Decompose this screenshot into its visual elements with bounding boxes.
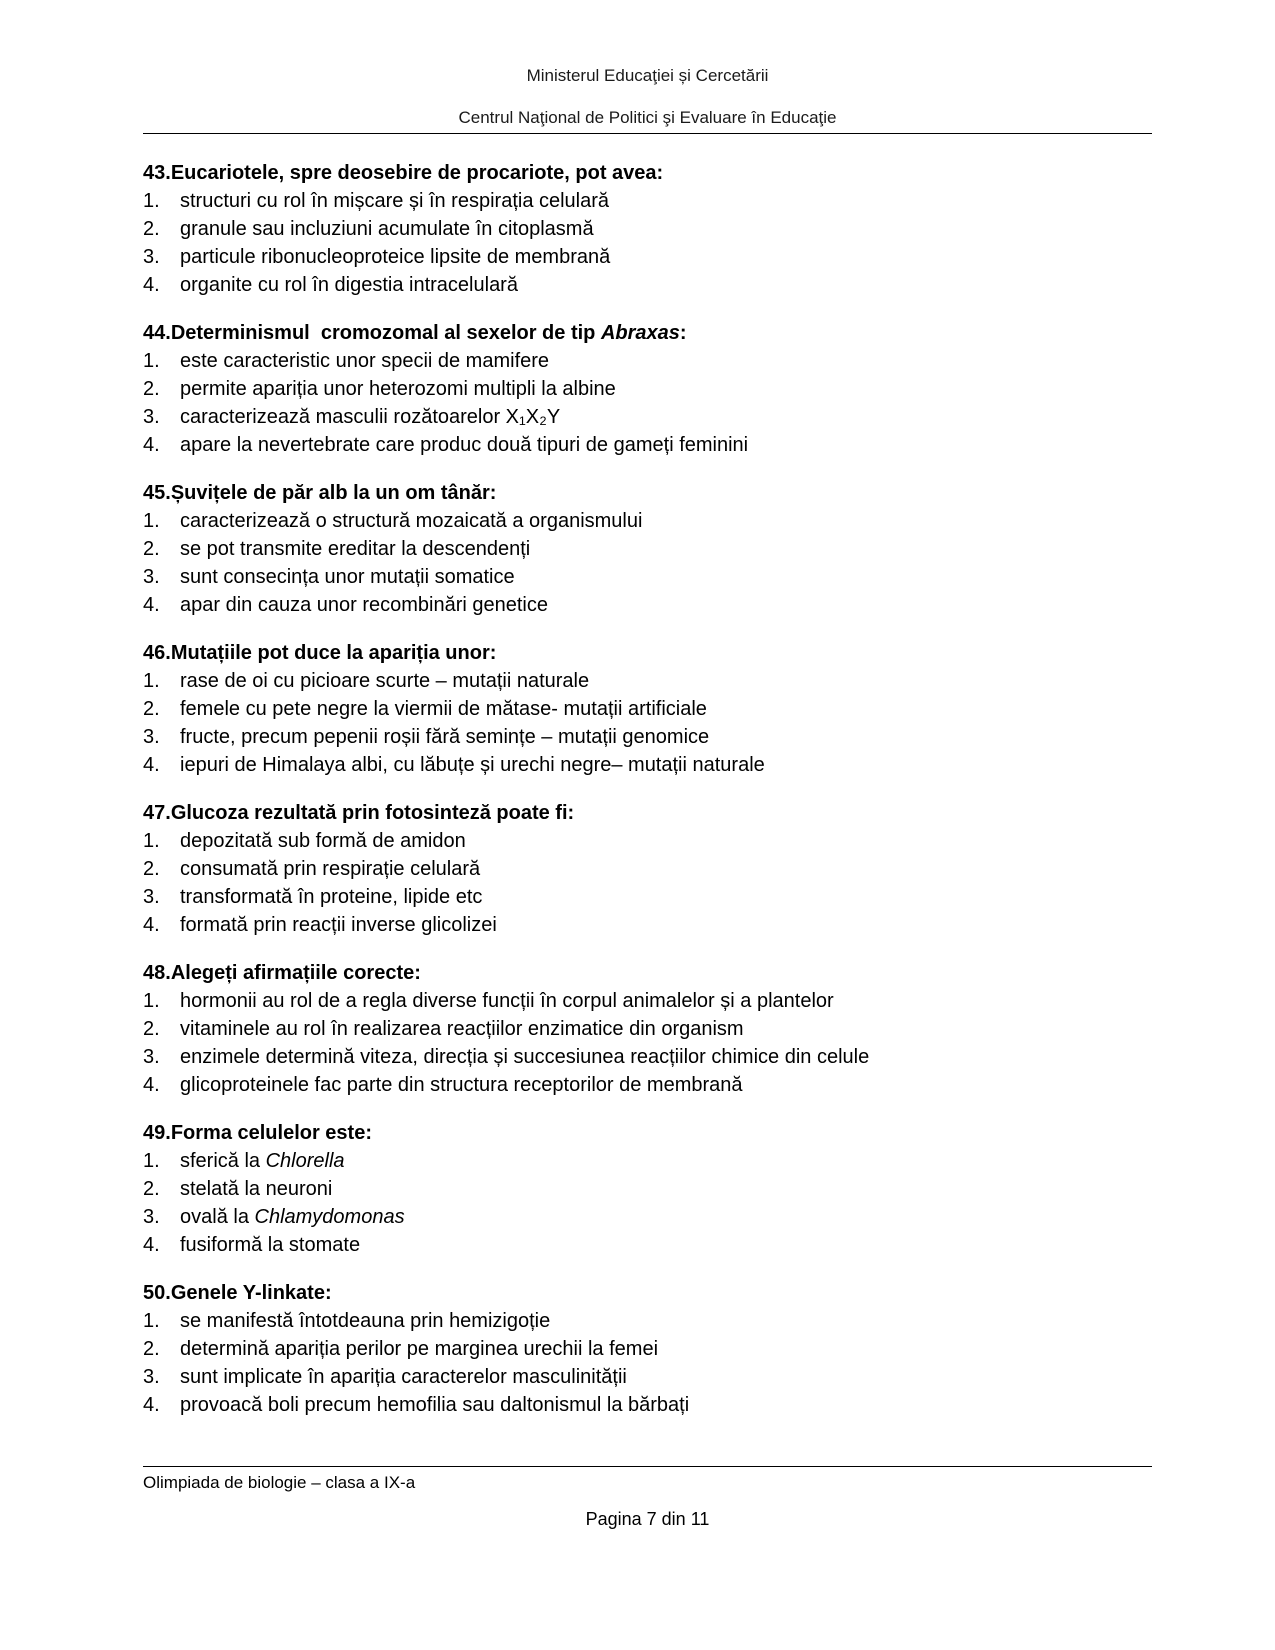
option-text [180,1363,1152,1391]
answer-option [143,1307,1152,1335]
option-text-main: consumată prin respirație celulară [180,858,481,880]
option-text [180,1015,1152,1043]
answer-option [143,271,1152,299]
option-text-main: vitaminele au rol în realizarea reacțiilor enzimatice din organism [180,1018,744,1040]
option-text-main: hormonii au rol de a regla diverse funcții în corpul animalelor și a plantelor [180,990,834,1012]
option-text-main: caracterizează o structură mozaicată a organismului [180,510,643,532]
question-title-main: Mutațiile pot duce la apariția unor: [170,642,497,664]
option-number: 4. [143,594,160,616]
option-text-main: caracterizează masculii rozătoarelor X₁X₂Y [180,406,561,428]
answer-option [143,855,1152,883]
option-text [180,1203,1152,1231]
question-title-main: Forma celulelor este: [170,1122,372,1144]
option-text [180,695,1152,723]
question-title-text [171,642,497,664]
option-text [180,1071,1152,1099]
option-number: 3. [143,246,160,268]
question-title-text [171,1122,372,1144]
question-title-main: Șuvițele de păr alb la un om tânăr: [170,482,497,504]
question-number: 49. [143,1122,171,1144]
option-text [180,187,1152,215]
option-number: 4. [143,434,160,456]
question-title-main: Glucoza rezultată prin fotosinteză poate fi: [170,802,575,824]
option-text [180,271,1152,299]
option-text-main: sunt consecința unor mutații somatice [180,566,515,588]
question-title-text [171,482,497,504]
option-number: 3. [143,726,160,748]
option-number: 2. [143,1178,160,1200]
option-text [180,1043,1152,1071]
question-number: 47. [143,802,171,824]
option-text [180,215,1152,243]
question-number: 50. [143,1282,171,1304]
option-text-main: apare la nevertebrate care produc două tipuri de gameți feminini [180,434,749,456]
answer-option [143,1071,1152,1099]
option-number: 4. [143,754,160,776]
option-text-main: enzimele determină viteza, direcția și succesiunea reacțiilor chimice din celule [180,1046,870,1068]
option-text-main: fusiformă la stomate [180,1234,361,1256]
option-text-main: granule sau incluziuni acumulate în citoplasmă [180,218,594,240]
option-number: 4. [143,1234,160,1256]
option-number: 3. [143,886,160,908]
option-number: 2. [143,1018,160,1040]
option-text [180,403,1152,431]
answer-option [143,883,1152,911]
option-number: 1. [143,1150,160,1172]
option-text-main: depozitată sub formă de amidon [180,830,466,852]
question-block [143,1279,1152,1419]
option-text-main: glicoproteinele fac parte din structura receptorilor de membrană [180,1074,743,1096]
question-title-main: Genele Y-linkate: [170,1282,332,1304]
answer-option [143,1203,1152,1231]
answer-option [143,431,1152,459]
option-text [180,431,1152,459]
option-number: 2. [143,858,160,880]
option-number: 1. [143,1310,160,1332]
option-text-main: se pot transmite ereditar la descendenți [180,538,531,560]
question-number: 48. [143,962,171,984]
option-text [180,535,1152,563]
answer-option [143,215,1152,243]
option-number: 4. [143,274,160,296]
question-title-italic: Abraxas [600,322,680,344]
answer-option [143,1147,1152,1175]
option-number: 1. [143,190,160,212]
question-title-text [171,322,687,344]
option-text [180,855,1152,883]
answer-option [143,911,1152,939]
answer-option [143,243,1152,271]
answer-option [143,987,1152,1015]
option-text-italic: Chlorella [265,1150,345,1172]
question-title [143,159,1152,187]
option-text-italic: Chlamydomonas [254,1206,405,1228]
option-text-main: fructe, precum pepenii roșii fără semințe – mutații genomice [180,726,710,748]
option-number: 3. [143,1366,160,1388]
footer-exam-title: Olimpiada de biologie – clasa a IX-a [143,1473,416,1492]
answer-option [143,1335,1152,1363]
question-block [143,319,1152,459]
question-title-text [171,162,663,184]
question-title [143,1119,1152,1147]
question-block [143,1119,1152,1259]
option-text-main: ovală la [180,1206,255,1228]
answer-option [143,1391,1152,1419]
option-text-main: determină apariția perilor pe marginea urechii la femei [180,1338,659,1360]
option-number: 2. [143,698,160,720]
question-title-main: Alegeți afirmațiile corecte: [170,962,421,984]
page-number: Pagina 7 din 11 [585,1509,710,1529]
question-number: 43. [143,162,171,184]
option-number: 1. [143,350,160,372]
question-block [143,479,1152,619]
answer-option [143,535,1152,563]
option-number: 2. [143,218,160,240]
question-block [143,959,1152,1099]
answer-option [143,751,1152,779]
center-title: Centrul Naţional de Politici şi Evaluare în Educaţie [143,108,1152,134]
question-block [143,159,1152,299]
answer-option [143,1043,1152,1071]
answer-option [143,563,1152,591]
option-number: 3. [143,566,160,588]
answer-option [143,591,1152,619]
option-text-main: este caracteristic unor specii de mamifere [180,350,550,372]
question-block [143,639,1152,779]
question-title-text [171,962,421,984]
questions-list [143,159,1152,1419]
option-text-main: particule ribonucleoproteice lipsite de membrană [180,246,611,268]
option-text-main: formată prin reacții inverse glicolizei [180,914,497,936]
option-number: 4. [143,914,160,936]
option-text-main: organite cu rol în digestia intracelulară [180,274,518,296]
option-text [180,751,1152,779]
document-footer [143,1466,1152,1530]
answer-option [143,347,1152,375]
answer-option [143,375,1152,403]
question-title [143,479,1152,507]
option-text-main: iepuri de Himalaya albi, cu lăbuțe și urechi negre– mutații naturale [180,754,765,776]
question-title [143,639,1152,667]
question-number: 45. [143,482,171,504]
answer-option [143,1231,1152,1259]
option-text-main: transformată în proteine, lipide etc [180,886,483,908]
question-title [143,799,1152,827]
option-text [180,667,1152,695]
question-block [143,799,1152,939]
option-text-main: structuri cu rol în mișcare și în respirația celulară [180,190,610,212]
option-text [180,591,1152,619]
question-title [143,1279,1152,1307]
document-header [143,66,1152,134]
option-number: 4. [143,1394,160,1416]
option-text-main: femele cu pete negre la viermii de mătase- mutații artificiale [180,698,707,720]
option-text [180,1391,1152,1419]
option-number: 1. [143,990,160,1012]
answer-option [143,695,1152,723]
option-number: 2. [143,1338,160,1360]
option-text [180,347,1152,375]
option-text [180,1231,1152,1259]
option-number: 1. [143,830,160,852]
answer-option [143,1175,1152,1203]
option-text [180,1335,1152,1363]
option-text-main: provoacă boli precum hemofilia sau daltonismul la bărbați [180,1394,690,1416]
option-text-main: sferică la [180,1150,266,1172]
answer-option [143,1015,1152,1043]
answer-option [143,1363,1152,1391]
question-title-text [171,802,574,824]
question-title-text [171,1282,332,1304]
answer-option [143,667,1152,695]
answer-option [143,187,1152,215]
option-text-main: sunt implicate în apariția caracterelor masculinității [180,1366,627,1388]
answer-option [143,723,1152,751]
option-number: 3. [143,1046,160,1068]
option-text [180,883,1152,911]
option-text [180,1307,1152,1335]
option-text [180,1175,1152,1203]
option-text [180,375,1152,403]
option-number: 1. [143,510,160,532]
answer-option [143,507,1152,535]
answer-option [143,827,1152,855]
option-text [180,723,1152,751]
option-text [180,1147,1152,1175]
option-number: 2. [143,378,160,400]
option-number: 3. [143,1206,160,1228]
option-text [180,987,1152,1015]
question-title [143,959,1152,987]
option-text [180,827,1152,855]
question-title-main: Eucariotele, spre deosebire de procariote, pot avea: [170,162,664,184]
option-number: 1. [143,670,160,692]
option-text-main: apar din cauza unor recombinări genetice [180,594,548,616]
option-text-main: rase de oi cu picioare scurte – mutații naturale [180,670,590,692]
ministry-title: Ministerul Educaţiei și Cercetării [526,66,769,85]
question-number: 46. [143,642,171,664]
option-text-main: se manifestă întotdeauna prin hemizigoție [180,1310,551,1332]
option-text [180,563,1152,591]
option-number: 4. [143,1074,160,1096]
option-text [180,507,1152,535]
option-number: 2. [143,538,160,560]
option-number: 3. [143,406,160,428]
option-text [180,243,1152,271]
option-text-main: stelată la neuroni [180,1178,333,1200]
question-title-main: Determinismul cromozomal al sexelor de tip [170,322,601,344]
option-text-main: permite apariția unor heterozomi multipli la albine [180,378,616,400]
option-text [180,911,1152,939]
question-title [143,319,1152,347]
answer-option [143,403,1152,431]
question-title-suffix: : [679,322,687,344]
question-number: 44. [143,322,171,344]
